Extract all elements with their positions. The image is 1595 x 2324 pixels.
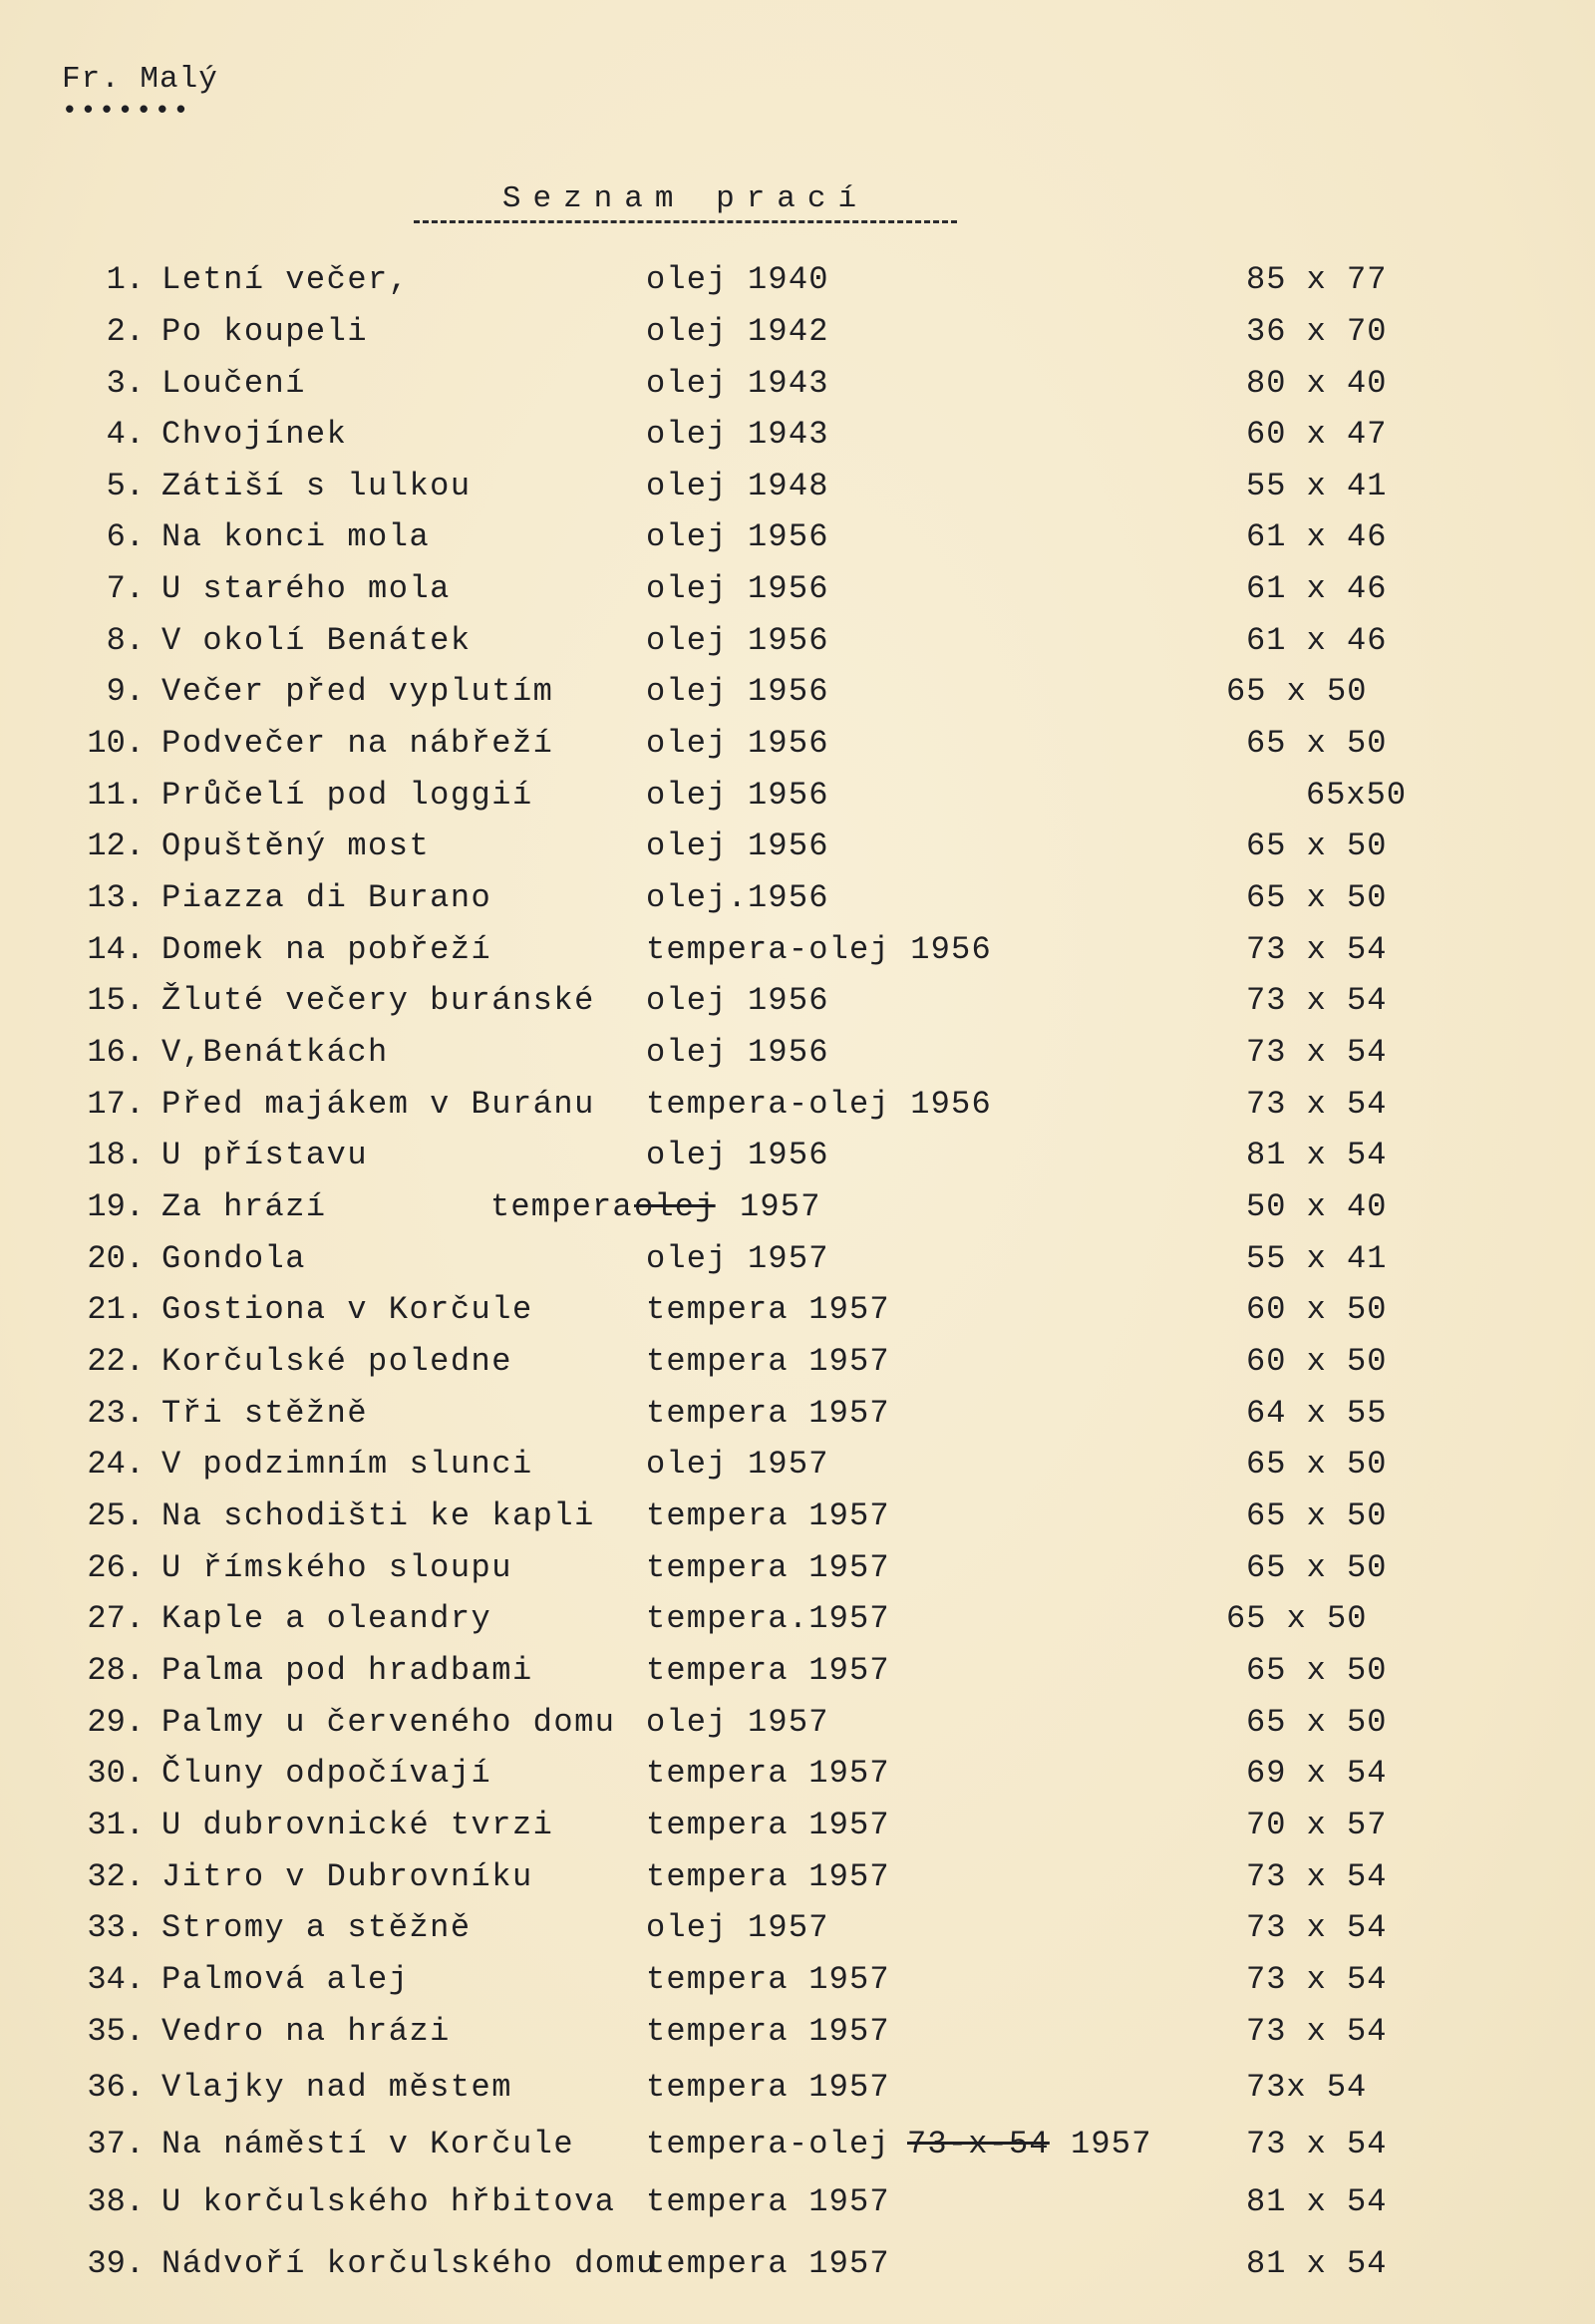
work-technique: olej 1957 — [646, 1704, 829, 1741]
work-dimensions: 73 x 54 — [1246, 1086, 1388, 1123]
work-technique: tempera 1957 — [646, 1497, 890, 1534]
work-title: U přístavu — [161, 1137, 369, 1173]
list-item — [0, 2126, 1595, 2175]
work-year: 1957 — [1071, 2126, 1152, 2162]
work-title: Žluté večery buránské — [161, 982, 595, 1019]
list-item — [0, 1497, 1595, 1547]
work-number: 27. — [87, 1600, 145, 1637]
work-title: Jitro v Dubrovníku — [161, 1858, 533, 1895]
work-technique: tempera 1957 — [646, 1755, 890, 1792]
work-number: 23. — [87, 1395, 145, 1432]
list-item — [0, 1188, 1595, 1238]
work-dimensions: 65 x 50 — [1226, 1600, 1368, 1637]
work-technique: olej 1956 — [646, 777, 829, 814]
work-technique: olej 1956 — [646, 622, 829, 659]
work-title: Zátiší s lulkou — [161, 468, 472, 504]
work-title: Podvečer na nábřeží — [161, 725, 554, 762]
author-underline: ••••••• — [62, 96, 192, 126]
work-technique: tempera 1957 — [646, 1395, 890, 1432]
work-number: 26. — [87, 1549, 145, 1586]
work-title: Nádvoří korčulského domu — [161, 2245, 657, 2282]
work-title: Na náměstí v Korčule — [161, 2126, 575, 2162]
work-title: Palma pod hradbami — [161, 1652, 533, 1689]
work-dimensions: 65 x 50 — [1246, 1549, 1388, 1586]
list-item — [0, 1961, 1595, 2011]
list-item — [0, 725, 1595, 775]
work-dimensions: 73 x 54 — [1246, 1961, 1388, 1998]
work-dimensions: 65 x 50 — [1246, 828, 1388, 864]
work-technique: tempera-olej 1956 — [646, 931, 992, 968]
work-dimensions: 60 x 47 — [1246, 416, 1388, 453]
work-technique: olej 1956 — [646, 673, 829, 710]
work-dimensions: 65 x 50 — [1246, 1704, 1388, 1741]
work-dimensions: 73 x 54 — [1246, 982, 1388, 1019]
work-title: Chvojínek — [161, 416, 348, 453]
work-dimensions: 60 x 50 — [1246, 1291, 1388, 1328]
work-dimensions: 60 x 50 — [1246, 1343, 1388, 1380]
work-title: Tři stěžně — [161, 1395, 369, 1432]
work-technique: tempera 1957 — [646, 1549, 890, 1586]
struck-text: 73-x-54 — [907, 2126, 1050, 2162]
list-item — [0, 1240, 1595, 1290]
list-item — [0, 518, 1595, 568]
list-item — [0, 1086, 1595, 1136]
work-title: Loučení — [161, 365, 306, 402]
list-item — [0, 1909, 1595, 1959]
work-number: 28. — [87, 1652, 145, 1689]
work-number: 16. — [87, 1034, 145, 1071]
work-number: 11. — [87, 777, 145, 814]
list-item — [0, 982, 1595, 1032]
work-technique: tempera 1957 — [646, 1291, 890, 1328]
work-title: Po koupeli — [161, 313, 369, 350]
work-title: Korčulské poledne — [161, 1343, 512, 1380]
work-dimensions: 81 x 54 — [1246, 2245, 1388, 2282]
work-number: 36. — [87, 2069, 145, 2106]
work-number: 38. — [87, 2183, 145, 2220]
work-dimensions: 69 x 54 — [1246, 1755, 1388, 1792]
work-number: 12. — [87, 828, 145, 864]
work-technique: olej 1940 — [646, 261, 829, 298]
work-technique: tempera 1957 — [646, 1652, 890, 1689]
work-dimensions: 73 x 54 — [1246, 2013, 1388, 2050]
list-item — [0, 1755, 1595, 1805]
work-title: V,Benátkách — [161, 1034, 389, 1071]
work-title: U dubrovnické tvrzi — [161, 1807, 554, 1843]
work-technique: olej 1948 — [646, 468, 829, 504]
work-technique: tempera 1957 — [646, 1961, 890, 1998]
work-title: Kaple a oleandry — [161, 1600, 492, 1637]
work-number: 24. — [87, 1446, 145, 1483]
work-dimensions: 65 x 50 — [1246, 725, 1388, 762]
work-dimensions: 55 x 41 — [1246, 1240, 1388, 1277]
list-item — [0, 828, 1595, 877]
work-title: Palmová alej — [161, 1961, 410, 1998]
work-title: Piazza di Burano — [161, 879, 492, 916]
work-technique: tempera 1957 — [646, 1807, 890, 1843]
list-item — [0, 931, 1595, 981]
work-technique: tempera 1957 — [646, 2245, 890, 2282]
work-title: Domek na pobřeží — [161, 931, 492, 968]
work-dimensions: 65 x 50 — [1246, 1652, 1388, 1689]
work-number: 25. — [87, 1497, 145, 1534]
work-dimensions: 61 x 46 — [1246, 570, 1388, 607]
work-number: 14. — [87, 931, 145, 968]
work-title: Gostiona v Korčule — [161, 1291, 533, 1328]
list-item — [0, 313, 1595, 363]
work-number: 13. — [87, 879, 145, 916]
work-dimensions: 65x50 — [1306, 777, 1408, 814]
work-title: Na konci mola — [161, 518, 431, 555]
work-title: V okolí Benátek — [161, 622, 472, 659]
work-number: 10. — [87, 725, 145, 762]
list-item — [0, 365, 1595, 415]
work-technique: tempera 1957 — [646, 1858, 890, 1895]
work-title: Palmy u červeného domu — [161, 1704, 616, 1741]
struck-text: olej — [634, 1188, 716, 1225]
work-year: 1957 — [740, 1188, 821, 1225]
work-technique: olej.1956 — [646, 879, 829, 916]
work-number: 4. — [106, 416, 145, 453]
list-item — [0, 1343, 1595, 1393]
work-title: U korčulského hřbitova — [161, 2183, 616, 2220]
work-title: U starého mola — [161, 570, 451, 607]
work-dimensions: 50 x 40 — [1246, 1188, 1388, 1225]
work-number: 15. — [87, 982, 145, 1019]
work-title: Vedro na hrázi — [161, 2013, 451, 2050]
work-technique: olej 1957 — [646, 1909, 829, 1946]
work-title: Vlajky nad městem — [161, 2069, 512, 2106]
work-number: 2. — [106, 313, 145, 350]
work-title: Na schodišti ke kapli — [161, 1497, 595, 1534]
work-number: 30. — [87, 1755, 145, 1792]
work-dimensions: 80 x 40 — [1246, 365, 1388, 402]
list-item — [0, 777, 1595, 827]
work-number: 18. — [87, 1137, 145, 1173]
work-technique: tempera 1957 — [646, 2183, 890, 2220]
list-item — [0, 622, 1595, 672]
work-title: Čluny odpočívají — [161, 1755, 492, 1792]
work-title: Letní večer, — [161, 261, 410, 298]
work-title: Gondola — [161, 1240, 306, 1277]
list-item — [0, 1858, 1595, 1908]
work-technique: olej 1956 — [646, 725, 829, 762]
work-number: 5. — [106, 468, 145, 504]
list-item — [0, 416, 1595, 466]
list-item — [0, 673, 1595, 723]
work-dimensions: 73 x 54 — [1246, 1858, 1388, 1895]
list-item — [0, 2183, 1595, 2233]
work-number: 19. — [87, 1188, 145, 1225]
work-number: 9. — [106, 673, 145, 710]
work-technique: olej 1943 — [646, 365, 829, 402]
list-item — [0, 1137, 1595, 1186]
list-item — [0, 468, 1595, 517]
work-technique: olej 1957 — [646, 1240, 829, 1277]
work-number: 22. — [87, 1343, 145, 1380]
work-dimensions: 81 x 54 — [1246, 2183, 1388, 2220]
work-dimensions: 65 x 50 — [1246, 1446, 1388, 1483]
work-technique: tempera 1957 — [646, 1343, 890, 1380]
work-title: Před majákem v Buránu — [161, 1086, 595, 1123]
work-number: 6. — [106, 518, 145, 555]
work-technique: olej 1943 — [646, 416, 829, 453]
document-title: Seznam prací — [414, 181, 957, 223]
work-number: 21. — [87, 1291, 145, 1328]
work-dimensions: 55 x 41 — [1246, 468, 1388, 504]
list-item — [0, 570, 1595, 620]
list-item — [0, 1549, 1595, 1599]
work-dimensions: 73 x 54 — [1246, 2126, 1388, 2162]
work-number: 3. — [106, 365, 145, 402]
list-item — [0, 261, 1595, 311]
work-dimensions: 73x 54 — [1246, 2069, 1368, 2106]
work-title: U římského sloupu — [161, 1549, 512, 1586]
work-technique: olej 1956 — [646, 570, 829, 607]
work-technique: tempera 1957 — [646, 2013, 890, 2050]
work-technique: olej 1942 — [646, 313, 829, 350]
work-title: Za hrází — [161, 1188, 327, 1225]
work-dimensions: 65 x 50 — [1226, 673, 1368, 710]
work-technique: olej 1956 — [646, 1034, 829, 1071]
work-number: 39. — [87, 2245, 145, 2282]
work-title: Stromy a stěžně — [161, 1909, 472, 1946]
work-number: 34. — [87, 1961, 145, 1998]
work-technique: olej 1956 — [646, 1137, 829, 1173]
work-number: 8. — [106, 622, 145, 659]
work-dimensions: 36 x 70 — [1246, 313, 1388, 350]
work-dimensions: 81 x 54 — [1246, 1137, 1388, 1173]
work-dimensions: 73 x 54 — [1246, 1909, 1388, 1946]
list-item — [0, 1034, 1595, 1084]
work-dimensions: 65 x 50 — [1246, 1497, 1388, 1534]
work-number: 7. — [106, 570, 145, 607]
work-technique: tempera-olej — [646, 2126, 890, 2162]
list-item — [0, 1704, 1595, 1754]
work-title: Průčelí pod loggií — [161, 777, 533, 814]
work-dimensions: 64 x 55 — [1246, 1395, 1388, 1432]
work-dimensions: 61 x 46 — [1246, 622, 1388, 659]
work-number: 32. — [87, 1858, 145, 1895]
list-item — [0, 879, 1595, 929]
work-dimensions: 65 x 50 — [1246, 879, 1388, 916]
work-technique: olej 1956 — [646, 828, 829, 864]
author-name: Fr. Malý — [62, 62, 218, 97]
work-number: 17. — [87, 1086, 145, 1123]
list-item — [0, 1446, 1595, 1495]
work-dimensions: 70 x 57 — [1246, 1807, 1388, 1843]
list-item — [0, 2069, 1595, 2119]
work-technique: tempera — [490, 1188, 633, 1225]
list-item — [0, 1652, 1595, 1702]
list-item — [0, 1395, 1595, 1445]
work-number: 29. — [87, 1704, 145, 1741]
work-number: 37. — [87, 2126, 145, 2162]
work-technique: tempera 1957 — [646, 2069, 890, 2106]
work-title: Opuštěný most — [161, 828, 431, 864]
work-technique: olej 1957 — [646, 1446, 829, 1483]
work-technique: olej 1956 — [646, 518, 829, 555]
work-number: 20. — [87, 1240, 145, 1277]
work-technique: olej 1956 — [646, 982, 829, 1019]
work-number: 35. — [87, 2013, 145, 2050]
work-number: 1. — [106, 261, 145, 298]
work-technique: tempera-olej 1956 — [646, 1086, 992, 1123]
work-number: 33. — [87, 1909, 145, 1946]
list-item — [0, 1291, 1595, 1341]
work-number: 31. — [87, 1807, 145, 1843]
work-dimensions: 73 x 54 — [1246, 1034, 1388, 1071]
work-title: V podzimním slunci — [161, 1446, 533, 1483]
list-item — [0, 2245, 1595, 2295]
work-title: Večer před vyplutím — [161, 673, 554, 710]
work-dimensions: 73 x 54 — [1246, 931, 1388, 968]
work-dimensions: 85 x 77 — [1246, 261, 1388, 298]
list-item — [0, 1807, 1595, 1856]
work-dimensions: 61 x 46 — [1246, 518, 1388, 555]
work-technique: tempera.1957 — [646, 1600, 890, 1637]
list-item — [0, 2013, 1595, 2063]
list-item — [0, 1600, 1595, 1650]
